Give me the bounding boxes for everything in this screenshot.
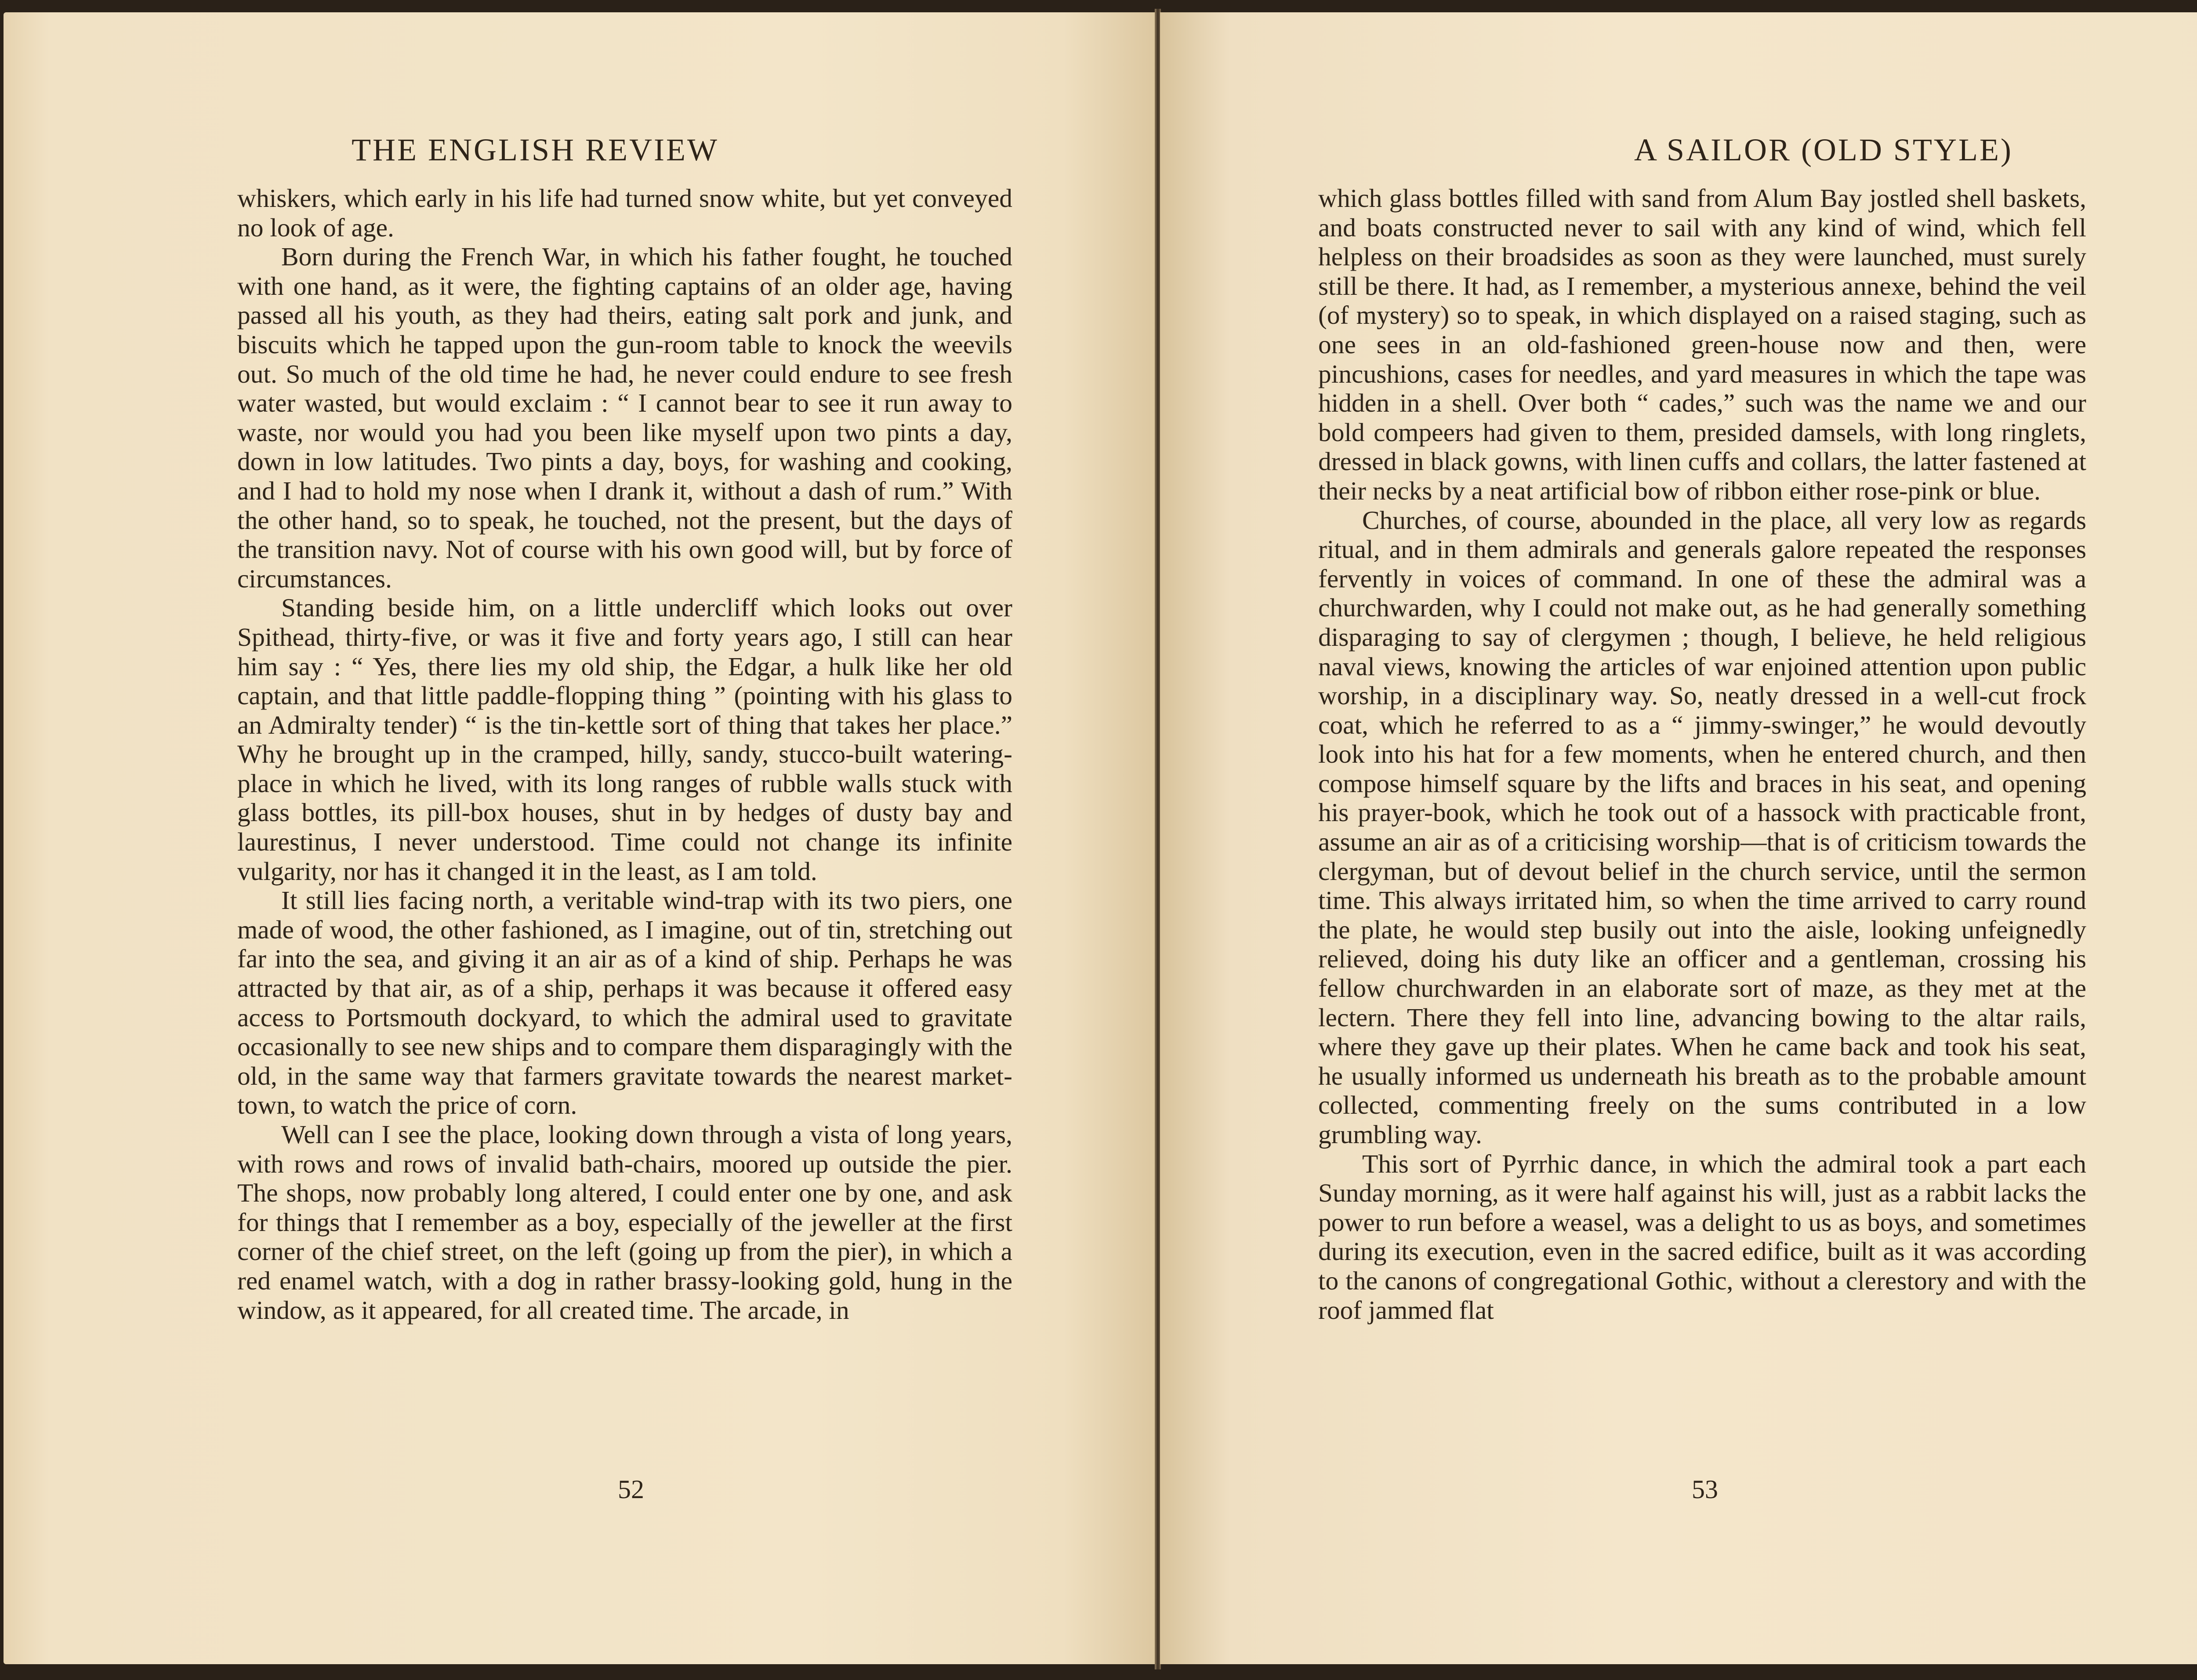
paragraph: Churches, of course, abounded in the place, all very low as regards ritual, and in them admirals and generals galore repeated the responses fervently in voices of command. In one of these the admiral was a churchwarden, why I could not make out, as he had generally something disparaging to say of clergymen ; though, I believe, he held religious naval views, knowing the articles of war enjoined attention upon public worship, in a disciplinary way. So, neatly dressed in a well-cut frock coat, which he referred to as a “ jimmy-swinger,” he would devoutly look into his hat for a few moments, when he entered church, and then compose himself square by the lifts and braces in his seat, and opening his prayer-book, which he took out of a hassock with practicable front, assume an air as of a criticising worship—that is of criticism towards the clergyman, but of devout belief in the church service, until the sermon time. This always irritated him, so when the time arrived to carry round the plate, he would step busily out into the aisle, looking unfeignedly relieved, doing his duty like an officer and a gentleman, crossing his fellow churchwarden in an elaborate sort of maze, as they met at the lectern. There they fell into line, advancing bowing to the altar rails, where they gave up their plates. When he came back and took his seat, he usually informed us underneath his breath as to the probable amount collected, commenting freely on the sums contributed in a low grumbling way. (1318, 505, 2086, 1149)
page-number-left: 52 (618, 1475, 644, 1504)
paragraph: Born during the French War, in which his father fought, he touched with one hand, as it were, the fighting captains of an older age, having passed all his youth, as they had theirs, eating salt pork and junk, and biscuits which he tapped upon the gun-room table to knock the weevils out. So much of the old time he had, he never could endure to see fresh water wasted, but would exclaim : “ I cannot bear to see it run away to waste, nor would you had you been like myself upon two pints a day, down in low latitudes. Two pints a day, boys, for washing and cooking, and I had to hold my nose when I drank it, without a dash of rum.” With the other hand, so to speak, he touched, not the present, but the days of the transition navy. Not of course with his own good will, but by force of circumstances. (237, 242, 1012, 593)
left-page (4, 12, 1156, 1664)
paragraph: Well can I see the place, looking down through a vista of long years, with rows and rows of invalid bath-chairs, moored up outside the pier. The shops, now probably long altered, I could enter one by one, and ask for things that I remember as a boy, especially of the jeweller at the first corner of the chief street, on the left (going up from the pier), in which a red enamel watch, with a dog in rather brassy-looking gold, hung in the window, as it appeared, for all created time. The arcade, in (237, 1120, 1012, 1325)
paragraph: This sort of Pyrrhic dance, in which the admiral took a part each Sunday morning, as it were half against his will, just as a rabbit lacks the power to run before a weasel, was a delight to us as boys, and sometimes during its execution, even in the sacred edifice, built as it was according to the canons of congregational Gothic, without a clerestory and with the roof jammed flat (1318, 1149, 2086, 1325)
right-page-text (1318, 184, 2086, 1325)
paragraph: which glass bottles filled with sand from Alum Bay jostled shell baskets, and boats constructed never to sail with any kind of wind, which fell helpless on their broadsides as soon as they were launched, must surely still be there. It had, as I remember, a mysterious annexe, behind the veil (of mystery) so to speak, in which displayed on a raised staging, such as one sees in an old-fashioned green-house now and then, were pincushions, cases for needles, and yard measures in which the tape was hidden in a shell. Over both “ cades,” such was the name we and our bold compeers had given to them, presided damsels, with long ringlets, dressed in black gowns, with linen cuffs and collars, the latter fastened at their necks by a neat artificial bow of ribbon either rose-pink or blue. (1318, 184, 2086, 505)
running-head-left: THE ENGLISH REVIEW (352, 132, 719, 167)
page-number-right: 53 (1692, 1475, 1718, 1504)
paragraph: It still lies facing north, a veritable wind-trap with its two piers, one made of wood, the other fashioned, as I imagine, out of tin, stretching out far into the sea, and giving it an air as of a kind of ship. Perhaps he was attracted by that air, as of a ship, perhaps it was because it offered easy access to Portsmouth dockyard, to which the admiral used to gravitate occasionally to see new ships and to compare them disparagingly with the old, in the same way that farmers gravitate towards the nearest market-town, to watch the price of corn. (237, 886, 1012, 1120)
left-page-text (237, 184, 1012, 1325)
running-head-right: A SAILOR (OLD STYLE) (1634, 132, 2013, 167)
paragraph: whiskers, which early in his life had turned snow white, but yet conveyed no look of age. (237, 184, 1012, 242)
paragraph: Standing beside him, on a little undercliff which looks out over Spithead, thirty-five, or was it five and forty years ago, I still can hear him say : “ Yes, there lies my old ship, the Edgar, a hulk like her old captain, and that little paddle-flopping thing ” (pointing with his glass to an Admiralty tender) “ is the tin-kettle sort of thing that takes her place.” Why he brought up in the cramped, hilly, sandy, stucco-built watering-place in which he lived, with its long ranges of rubble walls stuck with glass bottles, its pill-box houses, shut in by hedges of dusty bay and laurestinus, I never understood. Time could not change its infinite vulgarity, nor has it changed it in the least, as I am told. (237, 593, 1012, 886)
right-page (1160, 12, 2197, 1664)
